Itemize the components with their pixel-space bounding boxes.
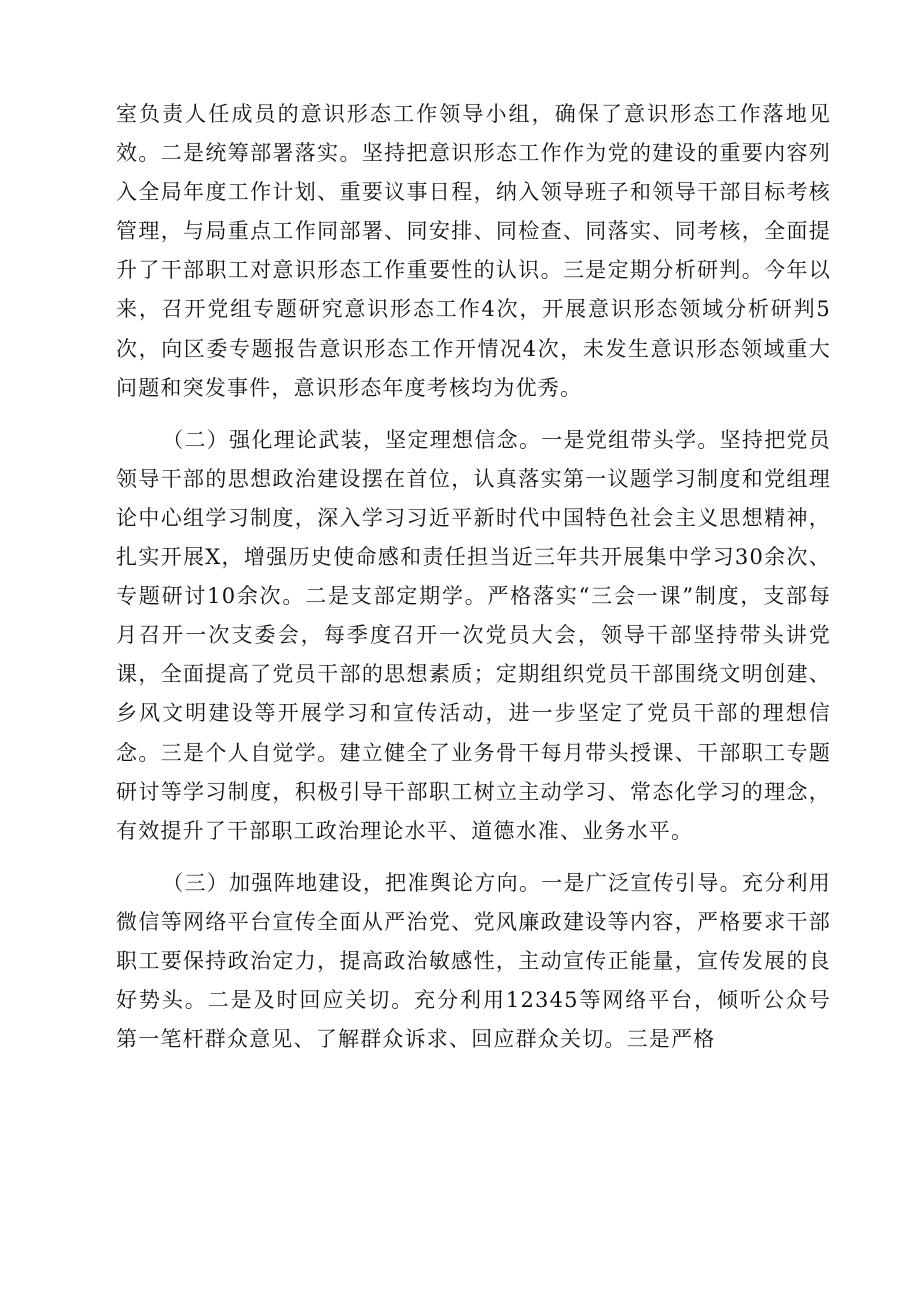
paragraph-gap [116, 408, 831, 421]
paragraph-2: （二）强化理论武装，坚定理想信念。一是党组带头学。坚持把党员领导干部的思想政治建设摆在首位，认真落实第一议题学习制度和党组理论中心组学习制度，深入学习习近平新时代中国特色社会主义思想精神，扎实开展X，增强历史使命感和责任担当近三年共开展集中学习30余次、专题研讨10余次。二是支部定期学。严格落实“三会一课”制度，支部每月召开一次支委会，每季度召开一次党员大会，领导干部坚持带头讲党课，全面提高了党员干部的思想素质；定期组织党员干部围绕文明创建、乡风文明建设等开展学习和宣传活动，进一步坚定了党员干部的理想信念。三是个人自觉学。建立健全了业务骨干每月带头授课、干部职工专题研讨等学习制度，积极引导干部职工树立主动学习、常态化学习的理念，有效提升了干部职工政治理论水平、道德水准、业务水平。 [116, 427, 831, 843]
paragraph-gap [116, 851, 831, 864]
paragraph-3: （三）加强阵地建设，把准舆论方向。一是广泛宣传引导。充分利用微信等网络平台宣传全面从严治党、党风廉政建设等内容，严格要求干部职工要保持政治定力，提高政治敏感性，主动宣传正能量，宣传发展的良好势头。二是及时回应关切。充分利用12345等网络平台，倾听公众号第一笔杆群众意见、了解群众诉求、回应群众关切。三是严格 [116, 870, 831, 1052]
paragraph-1: 室负责人任成员的意识形态工作领导小组，确保了意识形态工作落地见效。二是统筹部署落实。坚持把意识形态工作作为党的建设的重要内容列入全局年度工作计划、重要议事日程，纳入领导班子和领导干部目标考核管理，与局重点工作同部署、同安排、同检查、同落实、同考核，全面提升了干部职工对意识形态工作重要性的认识。三是定期分析研判。今年以来，召开党组专题研究意识形态工作4次，开展意识形态领域分析研判5次，向区委专题报告意识形态工作开情况4次，未发生意识形态领域重大问题和突发事件，意识形态年度考核均为优秀。 [116, 102, 831, 400]
document-body [116, 95, 831, 1059]
